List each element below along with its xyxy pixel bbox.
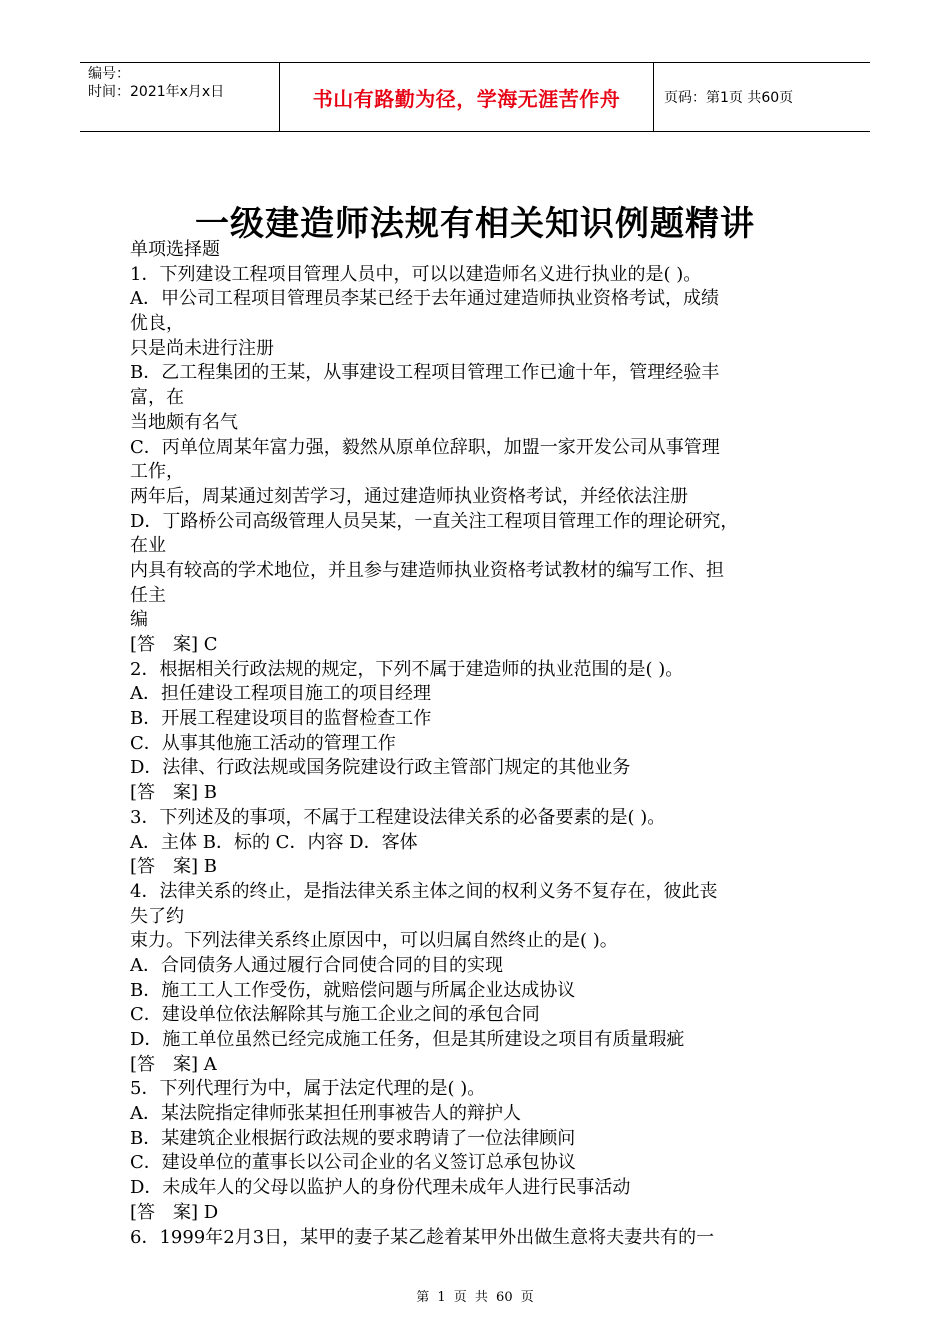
text-line: 工作，	[130, 461, 184, 483]
text-line: 富，在	[130, 387, 184, 409]
text-line: [答 案] D	[130, 1201, 219, 1223]
text-line: [答 案] B	[130, 782, 217, 804]
text-line: B．开展工程建设项目的监督检查工作	[130, 708, 432, 730]
text-line: D．丁路桥公司高级管理人员吴某，一直关注工程项目管理工作的理论研究，	[130, 510, 739, 532]
text-line: 在业	[130, 535, 166, 557]
page-footer: 第 1 页 共 60 页	[416, 1290, 534, 1305]
text-line: 4．法律关系的终止，是指法律关系主体之间的权利义务不复存在，彼此丧	[130, 880, 718, 902]
text-line: [答 案] B	[130, 856, 217, 878]
text-line: B．乙工程集团的王某，从事建设工程项目管理工作已逾十年，管理经验丰	[130, 362, 720, 384]
header-page-info: 页码：第1页 共60页	[664, 90, 794, 106]
header-motto: 书山有路勤为径，学海无涯苦作舟	[280, 63, 654, 131]
text-line: D．施工单位虽然已经完成施工任务，但是其所建设之项目有质量瑕疵	[130, 1029, 685, 1050]
text-line: 两年后，周某通过刻苦学习，通过建造师执业资格考试，并经依法注册	[130, 485, 688, 507]
document-title: 一级建造师法规有相关知识例题精讲	[195, 204, 755, 244]
text-line: 编	[130, 609, 148, 631]
text-line: 单项选择题	[130, 239, 220, 260]
text-line: 优良，	[130, 313, 184, 335]
header-meta	[80, 63, 280, 131]
text-line: C．建设单位依法解除其与施工企业之间的承包合同	[130, 1004, 540, 1026]
text-line: C．从事其他施工活动的管理工作	[130, 732, 396, 754]
text-line: A．合同债务人通过履行合同使合同的目的实现	[130, 954, 503, 976]
page-header	[80, 62, 870, 132]
text-line: D．法律、行政法规或国务院建设行政主管部门规定的其他业务	[130, 757, 631, 779]
text-line: 内具有较高的学术地位，并且参与建造师执业资格考试教材的编写工作、担	[130, 559, 724, 581]
text-line: B．某建筑企业根据行政法规的要求聘请了一位法律顾问	[130, 1127, 576, 1149]
text-line: 6．1999年2月3日，某甲的妻子某乙趁着某甲外出做生意将夫妻共有的一	[130, 1226, 715, 1248]
text-line: [答 案] C	[130, 634, 218, 655]
text-line: C．建设单位的董事长以公司企业的名义签订总承包协议	[130, 1152, 576, 1174]
text-line: 只是尚未进行注册	[130, 337, 274, 359]
text-line: C．丙单位周某年富力强，毅然从原单位辞职，加盟一家开发公司从事管理	[130, 436, 720, 458]
text-line: A．甲公司工程项目管理员李某已经于去年通过建造师执业资格考试，成绩	[130, 288, 719, 310]
header-time-label: 时间：2021年x月x日	[88, 84, 225, 100]
text-line: 3．下列述及的事项，不属于工程建设法律关系的必备要素的是( )。	[130, 806, 666, 828]
text-line: 束力。下列法律关系终止原因中，可以归属自然终止的是( )。	[130, 930, 618, 952]
text-line: A．某法院指定律师张某担任刑事被告人的辩护人	[130, 1103, 521, 1125]
header-number-label: 编号：	[88, 66, 130, 82]
text-line: 失了约	[130, 905, 184, 927]
text-line: 5．下列代理行为中，属于法定代理的是( )。	[130, 1078, 486, 1100]
text-line: D．未成年人的父母以监护人的身份代理未成年人进行民事活动	[130, 1177, 631, 1199]
text-line: 任主	[130, 584, 166, 606]
text-line: 1．下列建设工程项目管理人员中，可以以建造师名义进行执业的是( )。	[130, 263, 702, 285]
text-line: 当地颇有名气	[130, 411, 238, 433]
text-line: A．主体 B．标的 C．内容 D．客体	[130, 831, 418, 853]
text-line: B．施工工人工作受伤，就赔偿问题与所属企业达成协议	[130, 979, 576, 1001]
document-body	[130, 238, 830, 1250]
text-line: A．担任建设工程项目施工的项目经理	[130, 683, 431, 705]
text-line: [答 案] A	[130, 1053, 217, 1075]
text-line: 2．根据相关行政法规的规定，下列不属于建造师的执业范围的是( )。	[130, 658, 684, 680]
